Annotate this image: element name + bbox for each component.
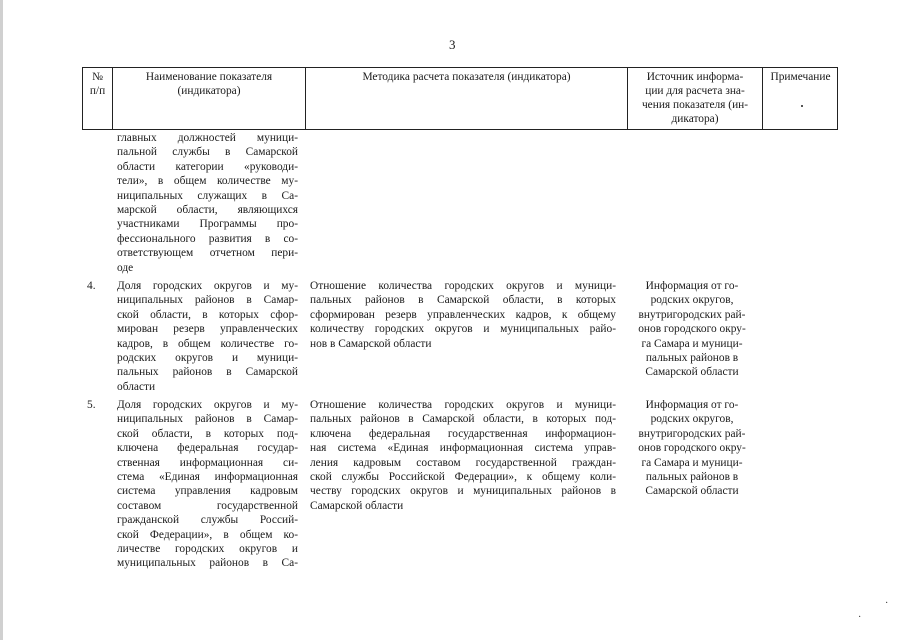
text-line: пальных районов в Самарской области, в которых — [310, 294, 616, 307]
text-line: пальной службы в Самарской — [117, 146, 298, 159]
text-line: ключена федеральная государ- — [117, 442, 298, 455]
text-line: кадров, в общем количестве го- — [117, 337, 298, 350]
text-line: Самарской области — [645, 366, 739, 379]
header-num: № п/п — [89, 71, 106, 97]
text-line: главных должностей муници- — [117, 132, 298, 144]
text-line: гражданской службы Россий- — [117, 514, 298, 527]
text-line: ской области, в которых под- — [117, 427, 298, 440]
header-source: Источник информа- ции для расчета зна- чения показателя (ин- дикатора) — [641, 71, 749, 125]
text-line: ключена федеральная государственная информацион- — [310, 427, 616, 440]
text-line: ской Федерации», в общем ко- — [117, 528, 298, 541]
text-line: честву городских округов и муниципальных районов в — [310, 485, 616, 498]
text-line: оде — [117, 261, 134, 274]
text-line: муниципальных районов в Са- — [117, 557, 298, 570]
text-line: участниками Программы про- — [117, 218, 298, 231]
text-line: Доля городских округов и му- — [117, 280, 298, 292]
text-line: родских округов и муници- — [117, 352, 298, 364]
text-line: ления кадровым составом государственной граждан- — [310, 456, 616, 469]
text-line: пальных районов в — [645, 471, 739, 483]
text-line: Самарской области — [310, 499, 404, 512]
text-line: количеству городских округов и муниципальных райо- — [310, 323, 616, 336]
table-header — [82, 67, 838, 130]
scan-speck: · — [858, 612, 862, 623]
text-line: личестве городских округов и — [117, 543, 298, 555]
header-name: Наименование показателя (индикатора) — [145, 71, 273, 97]
scan-edge — [0, 0, 3, 640]
text-line: сформирован резерв управленческих кадров, к общему — [310, 308, 616, 321]
row-number: 4. — [87, 280, 96, 292]
text-line: родских округов, — [650, 413, 734, 426]
text-line: га Самара и муници- — [641, 456, 743, 469]
text-line: родских округов, — [650, 294, 734, 307]
text-line: пальных районов в Самарской области, в которых под- — [310, 413, 616, 426]
text-line: области категории «руководи- — [117, 160, 298, 173]
text-line: Доля городских округов и му- — [117, 399, 298, 411]
text-line: ная система «Единая информационная система управ- — [310, 442, 616, 455]
text-line: мирован резерв управленческих — [117, 323, 298, 336]
text-line: ственная информационная си- — [117, 456, 298, 469]
row-number: 5. — [87, 399, 96, 411]
text-line: стема «Единая информационная — [117, 471, 298, 483]
text-line: внутригородских рай- — [638, 308, 746, 321]
text-line: нов в Самарской области — [310, 337, 432, 350]
text-line: ской области, в которых сфор- — [117, 308, 298, 321]
text-line: ниципальных районов в Самар- — [117, 294, 298, 307]
text-line: пальных районов в Самарской — [117, 366, 298, 379]
header-method: Методика расчета показателя (индикатора) — [362, 71, 571, 83]
text-line: Информация от го- — [645, 280, 739, 292]
text-line: Информация от го- — [645, 399, 739, 411]
header-note: Примечание — [770, 71, 831, 83]
text-line: пальных районов в — [645, 352, 739, 364]
text-line: ской службы Российской Федерации», к общему коли- — [310, 471, 616, 483]
scan-speck: · — [885, 598, 889, 609]
text-line: га Самара и муници- — [641, 337, 743, 350]
text-line: составом государственной — [117, 499, 298, 512]
text-line: онов городского окру- — [638, 323, 746, 336]
text-line: фессионального развития в со- — [117, 232, 298, 245]
text-line: тели», в общем количестве му- — [117, 175, 298, 188]
text-line: Отношение количества городских округов и муници- — [310, 399, 616, 411]
scan-speck — [801, 105, 803, 107]
text-line: внутригородских рай- — [638, 427, 746, 440]
page-number: 3 — [449, 37, 456, 52]
text-line: ниципальных районов в Самар- — [117, 413, 298, 426]
text-line: марской области, являющихся — [117, 204, 298, 216]
text-line: онов городского окру- — [638, 442, 746, 455]
text-line: Отношение количества городских округов и муници- — [310, 280, 616, 292]
text-line: Самарской области — [645, 485, 739, 498]
text-line: ответствующем отчетном пери- — [117, 247, 298, 260]
text-line: ниципальных служащих в Са- — [117, 189, 298, 202]
text-line: области — [117, 380, 156, 393]
text-line: система управления кадровым — [117, 485, 298, 498]
